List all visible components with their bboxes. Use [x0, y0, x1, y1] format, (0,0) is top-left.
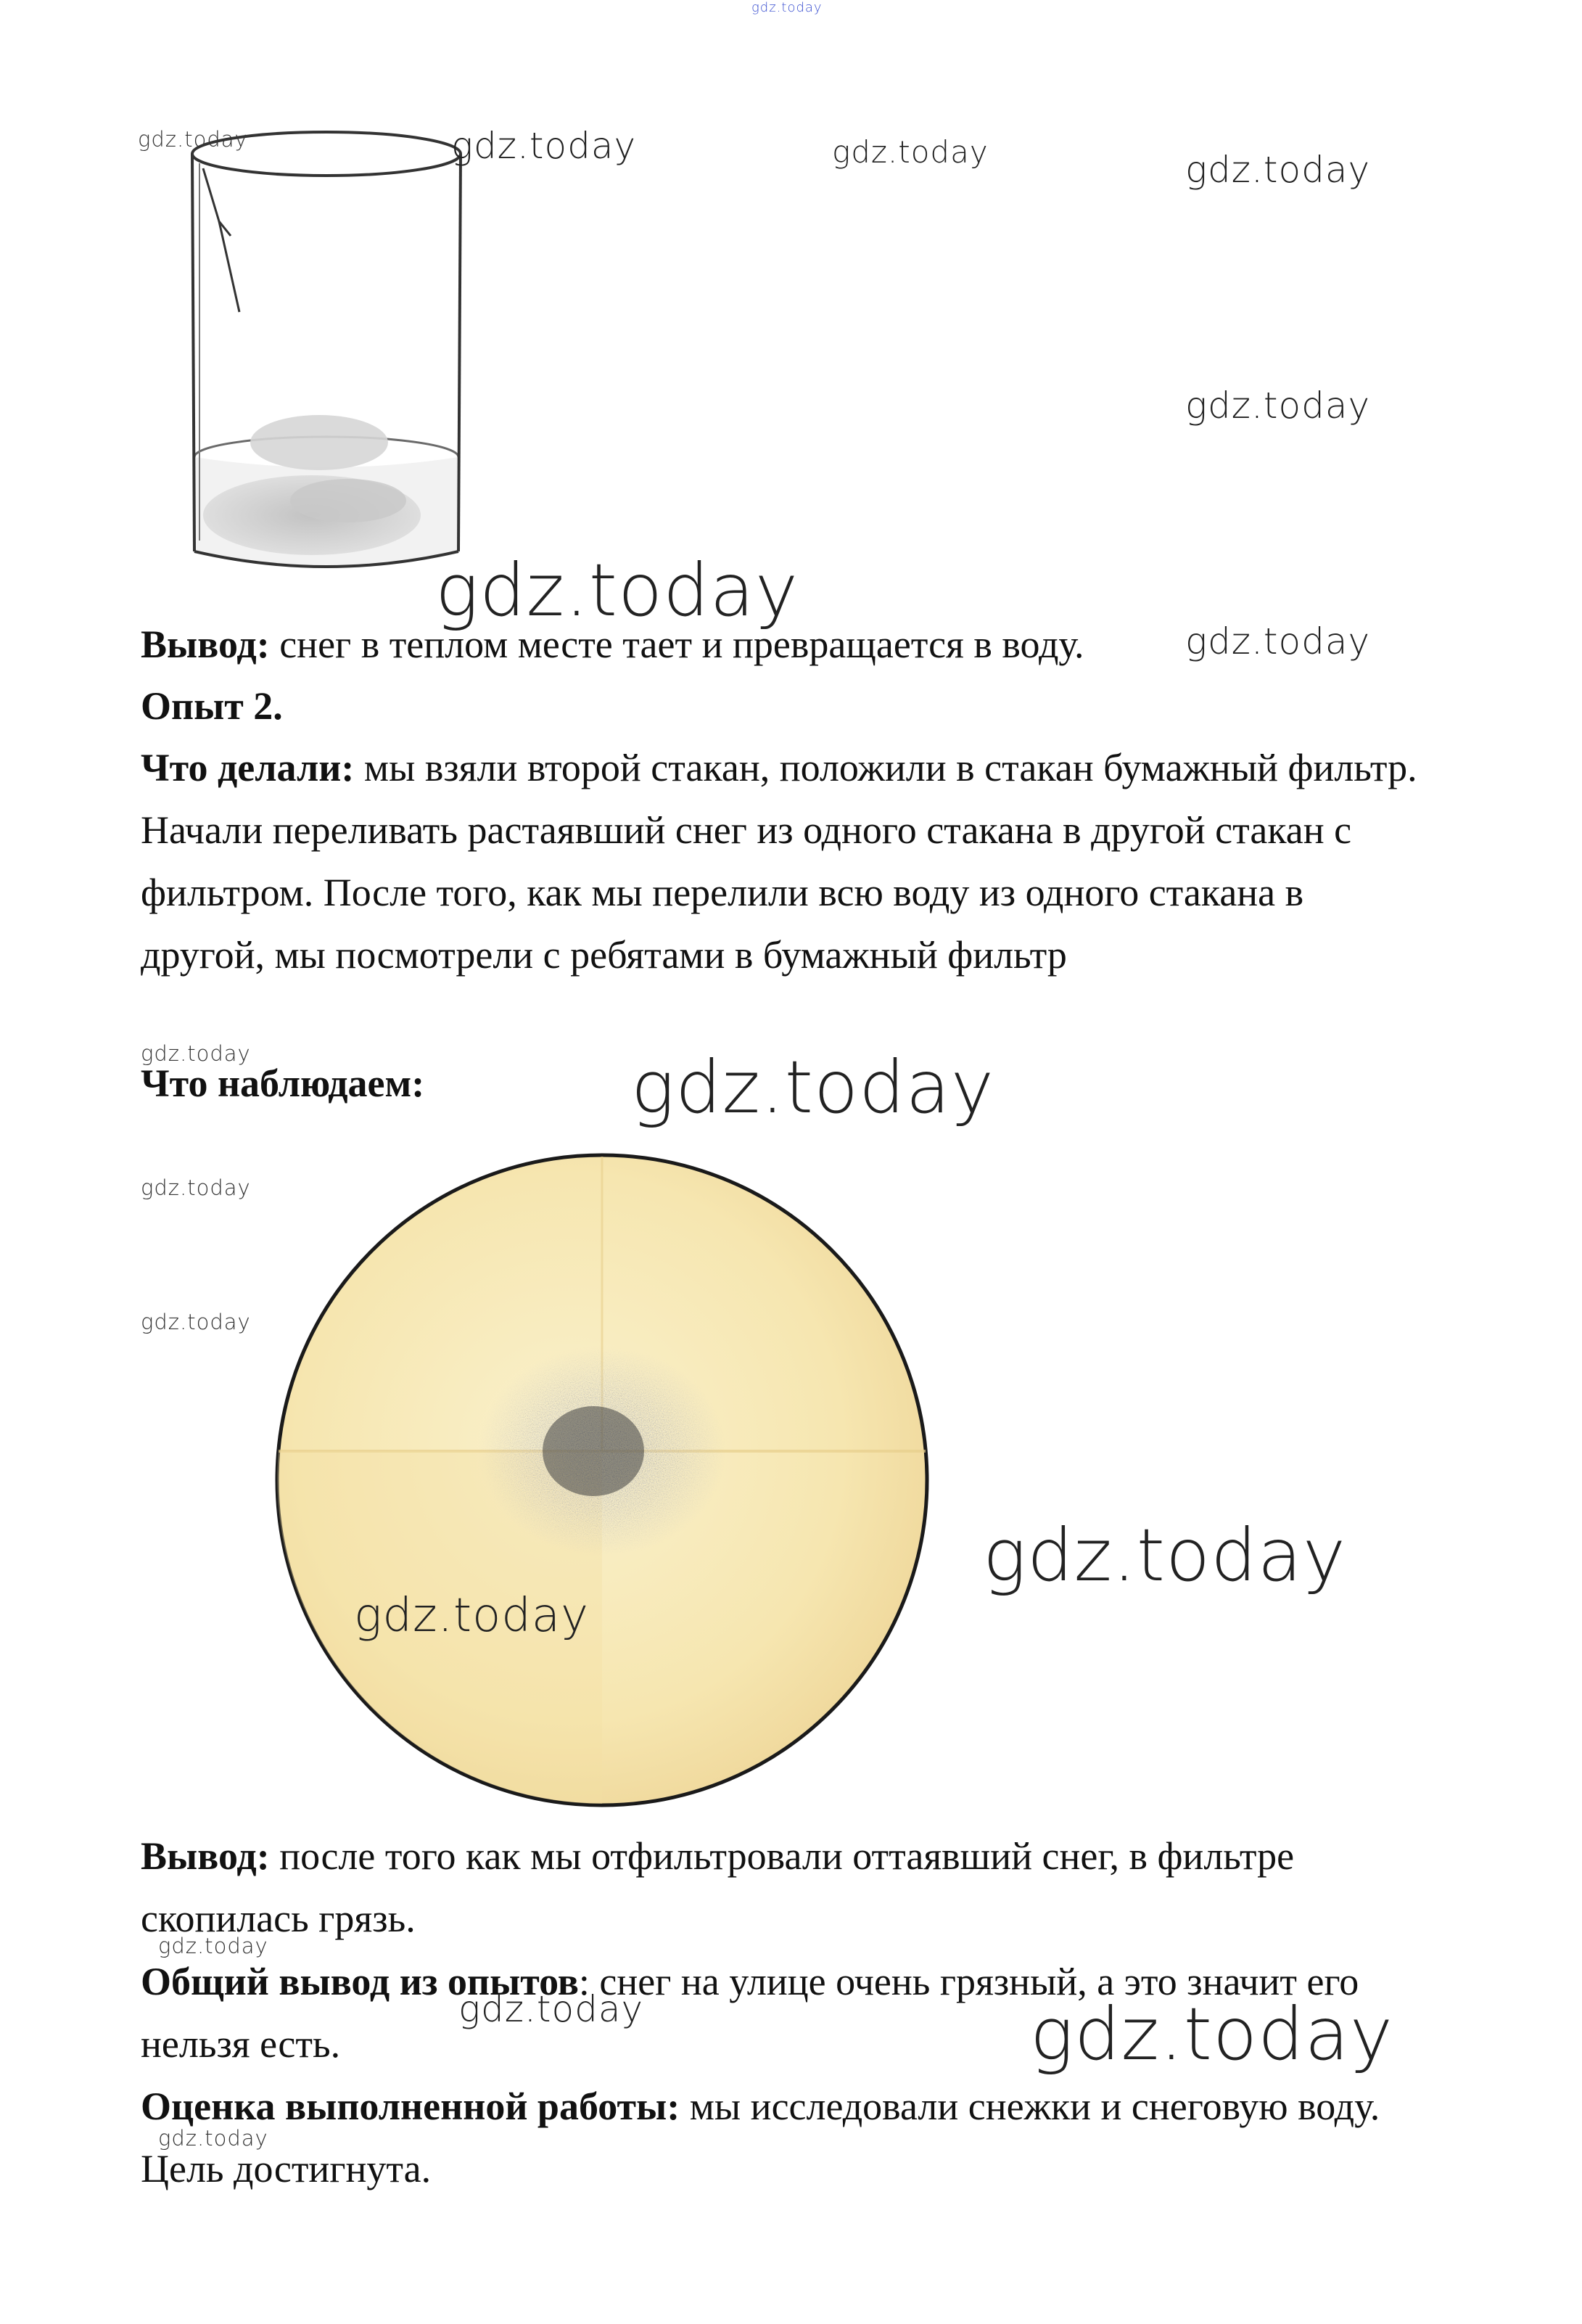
watermark: gdz.today	[141, 1175, 251, 1200]
evaluation-label: Оценка выполненной работы:	[141, 2085, 680, 2128]
evaluation-text: мы исследовали снежки и снеговую воду. Цель достигнута.	[141, 2085, 1380, 2190]
what-did-paragraph	[141, 736, 1417, 986]
watermark-top: gdz.today	[751, 0, 823, 15]
watermark: gdz.today	[1185, 620, 1371, 662]
conclusion-2	[141, 1825, 1417, 1950]
watermark: gdz.today	[158, 1934, 268, 1958]
watermark: gdz.today	[158, 2126, 268, 2151]
watermark: gdz.today	[1185, 149, 1371, 191]
watermark: gdz.today	[141, 1310, 251, 1334]
general-conclusion-text: : снег на улице очень грязный, а это значит его нельзя есть.	[141, 1960, 1359, 2066]
glass-illustration	[174, 123, 479, 588]
watermark: gdz.today	[1030, 1992, 1394, 2077]
watermark: gdz.today	[354, 1589, 589, 1643]
watermark: gdz.today	[141, 1041, 251, 1066]
what-did-label: Что делали:	[141, 746, 355, 789]
watermark: gdz.today	[631, 1045, 995, 1130]
evaluation	[141, 2075, 1417, 2200]
watermark: gdz.today	[138, 127, 248, 152]
conclusion-2-text: после того как мы отфильтровали оттаявший снег, в фильтре скопилась грязь.	[141, 1834, 1295, 1940]
general-conclusion-label: Общий вывод из опытов	[141, 1960, 579, 2003]
experiment-2-title: Опыт 2.	[141, 684, 283, 728]
conclusion-1-text: снег в теплом месте тает и превращается в воду.	[269, 623, 1084, 666]
filter-illustration	[268, 1146, 936, 1814]
watermark: gdz.today	[832, 134, 989, 170]
watermark: gdz.today	[435, 548, 799, 633]
observe-heading: Что наблюдаем:	[141, 1062, 425, 1105]
conclusion-1-label: Вывод:	[141, 623, 270, 666]
what-did-text: мы взяли второй стакан, положили в стакан бумажный фильтр. Начали переливать растаявший снег из одного стакана в другой стакан с фильтром. После того, как мы перелили всю воду из одного стакана в другой, мы посмотрели с ребятами в бумажный фильтр	[141, 746, 1417, 977]
watermark: gdz.today	[458, 1988, 644, 2030]
dirt-spot-icon	[479, 1346, 725, 1556]
watermark: gdz.today	[1185, 385, 1371, 427]
conclusion-2-label: Вывод:	[141, 1834, 270, 1878]
watermark: gdz.today	[983, 1513, 1347, 1598]
watermark: gdz.today	[451, 125, 637, 167]
